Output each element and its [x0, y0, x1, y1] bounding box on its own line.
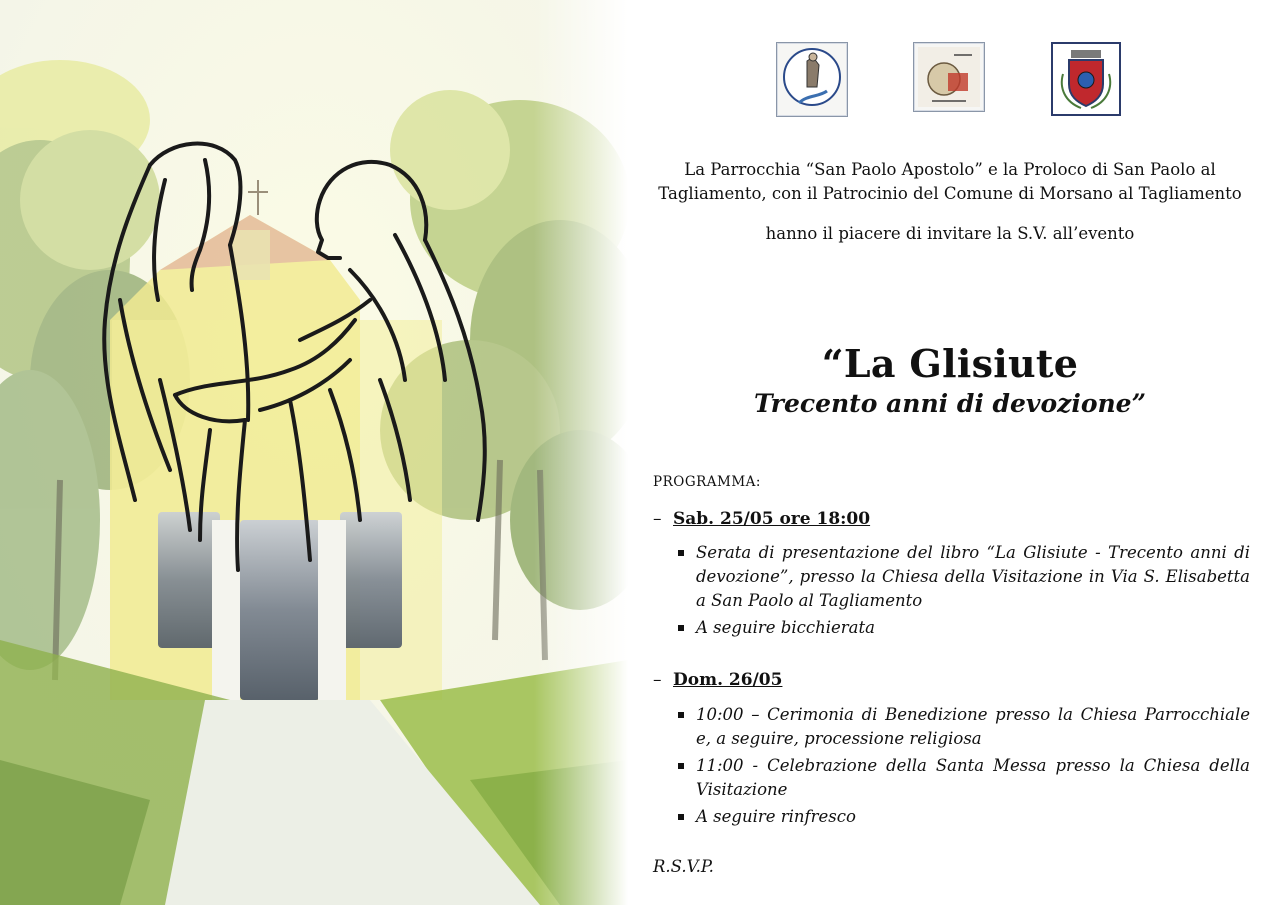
invite-text: hanno il piacere di invitare la S.V. all’evento: [765, 224, 1135, 243]
sunday-items-list: [678, 703, 1250, 832]
list-item: 10:00 – Cerimonia di Benedizione presso la Chiesa Parrocchiale e, a seguire, processione religiosa: [678, 703, 1250, 751]
dash-marker: –: [653, 670, 662, 690]
parrocchia-emblem-icon: [914, 43, 984, 111]
program-day-sunday: [653, 670, 782, 690]
list-item: Serata di presentazione del libro “La Glisiute - Trecento anni di devozione”, presso la Chiesa della Visitazione in Via S. Elisabetta a San Paolo al Tagliamento: [678, 541, 1250, 613]
rsvp-text: R.S.V.P.: [653, 857, 714, 876]
day-label: Dom. 26/05: [673, 670, 783, 690]
program-day-saturday: [653, 509, 870, 529]
day-label: Sab. 25/05 ore 18:00: [673, 509, 871, 529]
parrocchia-logo: [913, 42, 985, 112]
list-item: A seguire bicchierata: [678, 616, 1250, 640]
event-title: “La Glisiute: [821, 341, 1079, 386]
intro-text: La Parrocchia “San Paolo Apostolo” e la Proloco di San Paolo al Tagliamento, con il Patrocinio del Comune di Morsano al Tagliamento: [658, 160, 1242, 203]
list-item: A seguire rinfresco: [678, 805, 1250, 829]
pro-loco-emblem-icon: [777, 43, 847, 116]
watercolor-illustration: [0, 0, 628, 905]
comune-coat-of-arms: [1051, 42, 1121, 116]
pro-loco-san-paolo-logo: [776, 42, 848, 117]
list-item: 11:00 - Celebrazione della Santa Messa presso la Chiesa della Visitazione: [678, 754, 1250, 802]
event-subtitle: Trecento anni di devozione”: [754, 389, 1146, 418]
program-label: PROGRAMMA:: [653, 474, 761, 490]
coat-of-arms-icon: [1053, 44, 1119, 114]
saturday-items-list: [678, 541, 1250, 643]
dash-marker: –: [653, 509, 662, 529]
chapel-and-figures-artwork: [0, 0, 628, 905]
